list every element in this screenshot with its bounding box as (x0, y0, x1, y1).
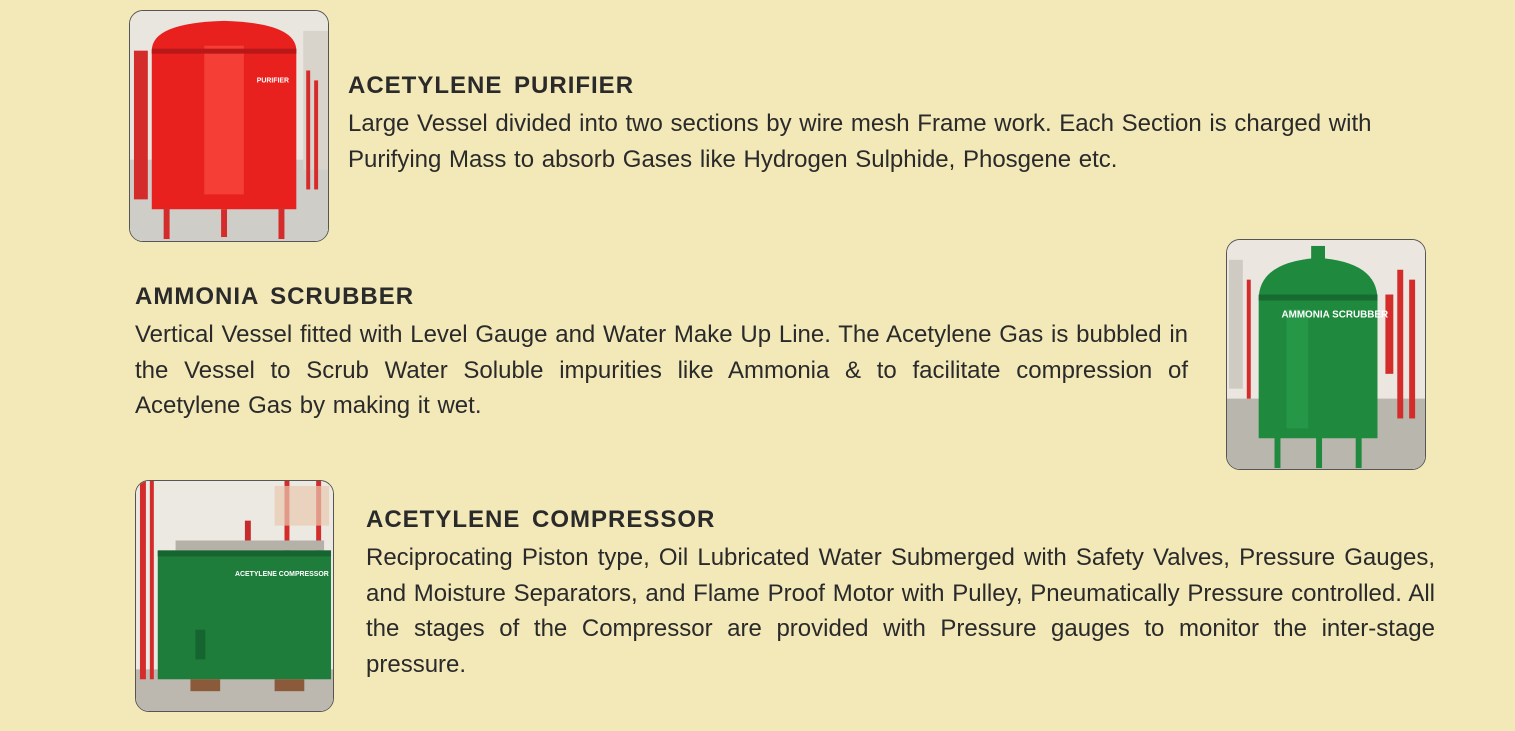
acetylene-compressor-photo (135, 480, 334, 712)
ammonia-scrubber-description: Vertical Vessel fitted with Level Gauge and Water Make Up Line. The Acetylene Gas is bubbled in the Vessel to Scrub Water Soluble impurities like Ammonia & to facilitate compression of Acetylene Gas by making it wet. (135, 321, 1188, 419)
acetylene-purifier-section (348, 70, 1428, 177)
acetylene-purifier-description: Large Vessel divided into two sections by wire mesh Frame work. Each Section is charged with Purifying Mass to absorb Gases like Hydrogen Sulphide, Phosgene etc. (348, 110, 1372, 173)
purifier-photo-label: PURIFIER (256, 77, 290, 85)
acetylene-compressor-title: ACETYLENE COMPRESSOR (366, 506, 716, 533)
ammonia-scrubber-title: AMMONIA SCRUBBER (135, 283, 415, 310)
ammonia-scrubber-photo (1226, 239, 1426, 470)
acetylene-purifier-title: ACETYLENE PURIFIER (348, 72, 635, 99)
ammonia-scrubber-section (135, 281, 1188, 424)
acetylene-purifier-photo (129, 10, 329, 242)
acetylene-compressor-section (366, 504, 1435, 682)
acetylene-compressor-description: Reciprocating Piston type, Oil Lubricated Water Submerged with Safety Valves, Pressure Gauges, and Moisture Separators, and Flame Proof Motor with Pulley, Pneumatically Pressure controlled. All the stages of the Compressor are provided with Pressure gauges to monitor the inter-stage pressure. (366, 544, 1435, 678)
scrubber-photo-label: AMMONIA SCRUBBER (1281, 309, 1389, 321)
compressor-photo-label: ACETYLENE COMPRESSOR (234, 571, 329, 579)
